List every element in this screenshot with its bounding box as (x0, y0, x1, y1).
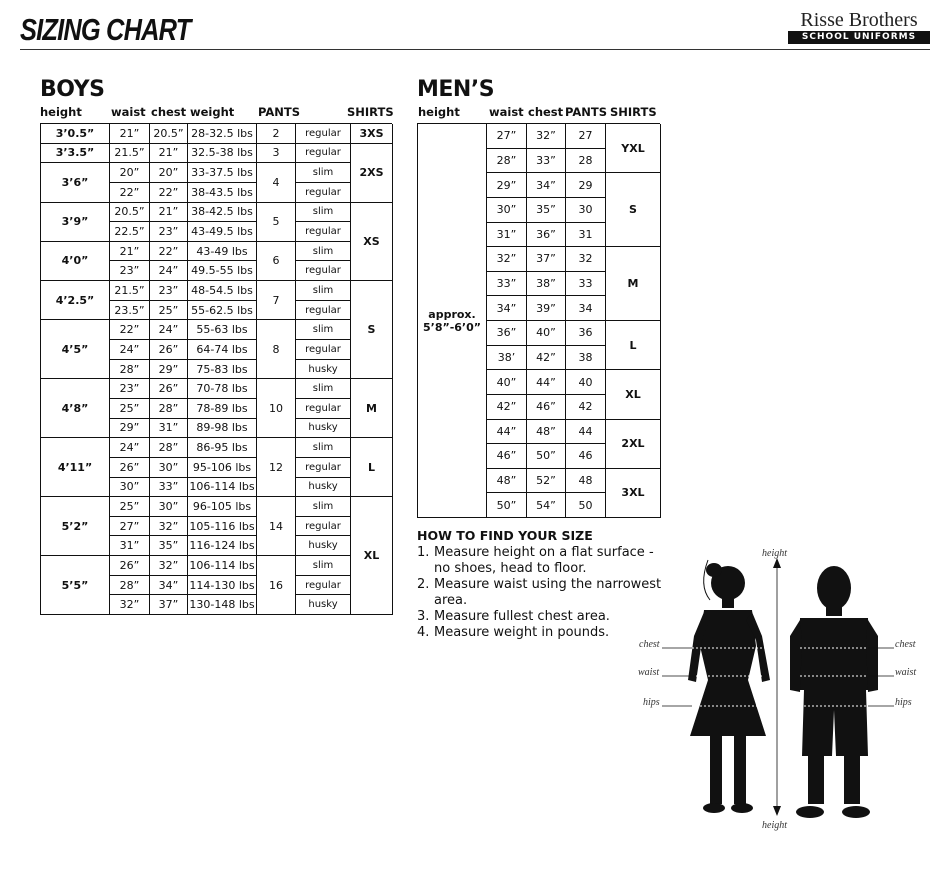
table-cell: 22” (110, 183, 150, 203)
table-cell: 46” (527, 395, 566, 420)
table-cell: 26” (150, 340, 188, 360)
table-cell: 106-114 lbs (188, 478, 257, 498)
table-cell: 32” (487, 247, 527, 272)
table-cell: 21” (150, 203, 188, 223)
table-cell: 32.5-38 lbs (188, 144, 257, 164)
table-cell: 2XS (351, 144, 393, 203)
table-cell: 37” (527, 247, 566, 272)
table-cell: 33” (527, 149, 566, 174)
chest-label-right: chest (895, 639, 916, 650)
table-cell: 28” (487, 149, 527, 174)
table-cell: slim (296, 242, 351, 262)
table-cell: 35” (527, 198, 566, 223)
table-cell: 25” (110, 399, 150, 419)
boys-col-pants: PANTS (258, 105, 301, 119)
table-cell: 36 (566, 321, 606, 346)
table-cell: 55-62.5 lbs (188, 301, 257, 321)
table-cell: 25” (110, 497, 150, 517)
table-cell: 21” (150, 144, 188, 164)
table-cell: 31” (150, 419, 188, 439)
how-to-title: HOW TO FIND YOUR SIZE (417, 528, 593, 543)
table-cell: 30” (487, 198, 527, 223)
table-cell: 21.5” (110, 144, 150, 164)
table-cell: 30” (110, 478, 150, 498)
table-cell: regular (296, 458, 351, 478)
table-cell: 3XL (606, 469, 661, 518)
table-cell: 4’5” (41, 320, 110, 379)
table-cell: 38-43.5 lbs (188, 183, 257, 203)
table-cell: slim (296, 163, 351, 183)
mens-col-height: height (418, 105, 460, 119)
mens-size-table (417, 123, 660, 518)
table-cell: 27” (110, 517, 150, 537)
table-cell: 34” (527, 173, 566, 198)
table-cell: 48-54.5 lbs (188, 281, 257, 301)
table-cell: 34” (487, 296, 527, 321)
table-cell: 4 (257, 163, 296, 202)
table-cell: 20” (110, 163, 150, 183)
table-cell: 29 (566, 173, 606, 198)
table-cell: 10 (257, 379, 296, 438)
hips-label-right: hips (895, 697, 912, 708)
table-cell: 38-42.5 lbs (188, 203, 257, 223)
table-cell: husky (296, 360, 351, 380)
table-cell: husky (296, 419, 351, 439)
table-cell: 32 (566, 247, 606, 272)
table-cell: 20” (150, 163, 188, 183)
boys-title: BOYS (40, 77, 105, 102)
table-cell: 24” (150, 261, 188, 281)
table-cell: 26” (110, 458, 150, 478)
measurement-figure (630, 540, 930, 840)
table-cell: 40” (487, 370, 527, 395)
table-cell: 78-89 lbs (188, 399, 257, 419)
waist-label-right: waist (895, 667, 917, 678)
table-cell: 33” (150, 478, 188, 498)
boys-col-height: height (40, 105, 82, 119)
table-cell: 20.5” (150, 124, 188, 144)
table-cell: 28” (110, 576, 150, 596)
table-cell: S (351, 281, 393, 379)
table-cell: 21” (110, 242, 150, 262)
table-cell: 21.5” (110, 281, 150, 301)
mens-col-pants: PANTS (565, 105, 608, 119)
table-cell: 22” (150, 242, 188, 262)
table-cell: 23.5” (110, 301, 150, 321)
table-cell: husky (296, 478, 351, 498)
table-cell: 46” (487, 444, 527, 469)
table-cell: 48 (566, 469, 606, 494)
table-cell: 7 (257, 281, 296, 320)
table-cell: regular (296, 144, 351, 164)
brand-name: Risse Brothers (800, 9, 918, 31)
table-cell: 89-98 lbs (188, 419, 257, 439)
table-cell: M (606, 247, 661, 321)
table-cell: 26” (110, 556, 150, 576)
table-cell: slim (296, 281, 351, 301)
table-cell: L (606, 321, 661, 370)
table-cell: 32” (150, 517, 188, 537)
table-cell: 31 (566, 223, 606, 248)
page-title: SIZING CHART (20, 12, 191, 47)
table-cell: 38’ (487, 346, 527, 371)
table-cell: 44” (527, 370, 566, 395)
table-cell: 40” (527, 321, 566, 346)
table-cell: slim (296, 497, 351, 517)
table-cell: 28” (150, 399, 188, 419)
table-cell: 75-83 lbs (188, 360, 257, 380)
table-cell: 33” (487, 272, 527, 297)
boy-silhouette-icon (790, 566, 878, 818)
boys-col-chest: chest (151, 105, 187, 119)
table-cell: 52” (527, 469, 566, 494)
table-cell: 22.5” (110, 222, 150, 242)
table-cell: 3’3.5” (41, 144, 110, 164)
mens-col-waist: waist (489, 105, 524, 119)
table-cell: 24” (110, 438, 150, 458)
table-cell: regular (296, 261, 351, 281)
table-cell: regular (296, 517, 351, 537)
table-cell: 30 (566, 198, 606, 223)
table-cell: 39” (527, 296, 566, 321)
table-cell: regular (296, 301, 351, 321)
table-cell: 3’6” (41, 163, 110, 202)
table-cell: 21” (110, 124, 150, 144)
table-cell: 36” (527, 223, 566, 248)
table-cell: 29” (110, 419, 150, 439)
table-cell: 54” (527, 493, 566, 518)
table-cell: 2XL (606, 420, 661, 469)
table-cell: 3 (257, 144, 296, 164)
table-cell: 55-63 lbs (188, 320, 257, 340)
hips-label-left: hips (643, 697, 660, 708)
table-cell: 33-37.5 lbs (188, 163, 257, 183)
boys-size-table (40, 123, 392, 615)
table-cell: 40 (566, 370, 606, 395)
table-cell: 16 (257, 556, 296, 615)
table-cell: 31” (110, 536, 150, 556)
table-cell: 27” (487, 124, 527, 149)
table-cell: regular (296, 124, 351, 144)
table-cell: 32” (150, 556, 188, 576)
table-cell: 43-49 lbs (188, 242, 257, 262)
height-label-bottom: height (762, 820, 787, 831)
table-cell: 22” (150, 183, 188, 203)
table-cell: S (606, 173, 661, 247)
table-cell: 3XS (351, 124, 393, 144)
mens-col-shirts: SHIRTS (610, 105, 657, 119)
table-cell: 35” (150, 536, 188, 556)
table-cell: 30” (150, 497, 188, 517)
table-cell: 23” (110, 379, 150, 399)
table-cell: 14 (257, 497, 296, 556)
table-cell: regular (296, 340, 351, 360)
table-cell: 6 (257, 242, 296, 281)
table-cell: XL (606, 370, 661, 419)
table-cell: 4’8” (41, 379, 110, 438)
table-cell: 32” (110, 595, 150, 615)
table-cell: 3’0.5” (41, 124, 110, 144)
table-cell: slim (296, 379, 351, 399)
table-cell: 46 (566, 444, 606, 469)
table-cell: 116-124 lbs (188, 536, 257, 556)
table-cell: M (351, 379, 393, 438)
height-label-top: height (762, 548, 787, 559)
table-cell: 2 (257, 124, 296, 144)
table-cell: 96-105 lbs (188, 497, 257, 517)
table-cell: 37” (150, 595, 188, 615)
table-cell: slim (296, 556, 351, 576)
table-cell: slim (296, 438, 351, 458)
table-cell: 26” (150, 379, 188, 399)
table-cell: 33 (566, 272, 606, 297)
table-cell: 106-114 lbs (188, 556, 257, 576)
table-cell: 20.5” (110, 203, 150, 223)
table-cell: 44” (487, 420, 527, 445)
table-cell: 27 (566, 124, 606, 149)
table-cell: 8 (257, 320, 296, 379)
table-cell: 28-32.5 lbs (188, 124, 257, 144)
table-cell: slim (296, 320, 351, 340)
table-cell: 5’5” (41, 556, 110, 615)
table-cell: 4’0” (41, 242, 110, 281)
table-cell: 23” (150, 281, 188, 301)
table-cell: 114-130 lbs (188, 576, 257, 596)
table-cell: regular (296, 399, 351, 419)
table-cell: YXL (606, 124, 661, 173)
table-cell: 4’2.5” (41, 281, 110, 320)
table-cell: 43-49.5 lbs (188, 222, 257, 242)
table-cell: XL (351, 497, 393, 615)
table-cell: 31” (487, 223, 527, 248)
girl-silhouette-icon (688, 563, 770, 813)
table-cell: 105-116 lbs (188, 517, 257, 537)
how-to-step: 1. Measure height on a flat surface - no shoes, head to floor. (417, 545, 654, 576)
table-cell: 28” (150, 438, 188, 458)
table-cell: 50” (527, 444, 566, 469)
table-cell: regular (296, 576, 351, 596)
table-cell: 50 (566, 493, 606, 518)
table-cell: 30” (150, 458, 188, 478)
header-divider (20, 49, 930, 50)
boys-col-shirts: SHIRTS (347, 105, 394, 119)
table-cell: 24” (110, 340, 150, 360)
table-cell: 4’11” (41, 438, 110, 497)
chest-label-left: chest (639, 639, 660, 650)
table-cell: 49.5-55 lbs (188, 261, 257, 281)
waist-label-left: waist (638, 667, 660, 678)
table-cell: 50” (487, 493, 527, 518)
table-cell: 38 (566, 346, 606, 371)
table-cell: 95-106 lbs (188, 458, 257, 478)
table-cell: 24” (150, 320, 188, 340)
table-cell: 23” (150, 222, 188, 242)
table-cell: 3’9” (41, 203, 110, 242)
table-cell: 38” (527, 272, 566, 297)
table-cell: 5’2” (41, 497, 110, 556)
table-cell: 130-148 lbs (188, 595, 257, 615)
table-cell: 34” (150, 576, 188, 596)
table-cell: husky (296, 536, 351, 556)
table-cell: 28” (110, 360, 150, 380)
table-cell: 42” (487, 395, 527, 420)
table-cell: 42 (566, 395, 606, 420)
table-cell: 22” (110, 320, 150, 340)
table-cell: 36” (487, 321, 527, 346)
how-to-step: 4. Measure weight in pounds. (417, 625, 610, 640)
table-cell: 70-78 lbs (188, 379, 257, 399)
how-to-step: 3. Measure fullest chest area. (417, 609, 610, 624)
table-cell: 86-95 lbs (188, 438, 257, 458)
table-cell: 23” (110, 261, 150, 281)
table-cell: 42” (527, 346, 566, 371)
table-cell: 48” (527, 420, 566, 445)
boys-col-waist: waist (111, 105, 146, 119)
table-cell: 29” (487, 173, 527, 198)
table-cell: 12 (257, 438, 296, 497)
table-cell: 48” (487, 469, 527, 494)
table-cell: regular (296, 222, 351, 242)
table-cell: 32” (527, 124, 566, 149)
mens-title: MEN’S (417, 77, 495, 102)
table-cell: 5 (257, 203, 296, 242)
boys-col-weight: weight (190, 105, 235, 119)
table-cell: 28 (566, 149, 606, 174)
mens-col-chest: chest (528, 105, 564, 119)
table-cell: approx. 5’8”-6’0” (418, 124, 487, 518)
table-cell: husky (296, 595, 351, 615)
table-cell: L (351, 438, 393, 497)
brand-subtitle: SCHOOL UNIFORMS (788, 31, 930, 44)
table-cell: XS (351, 203, 393, 282)
table-cell: 25” (150, 301, 188, 321)
table-cell: slim (296, 203, 351, 223)
brand-logo (788, 10, 930, 44)
table-cell: 44 (566, 420, 606, 445)
table-cell: 29” (150, 360, 188, 380)
table-cell: 64-74 lbs (188, 340, 257, 360)
table-cell: 34 (566, 296, 606, 321)
how-to-step: 2. Measure waist using the narrowest area. (417, 577, 662, 608)
table-cell: regular (296, 183, 351, 203)
